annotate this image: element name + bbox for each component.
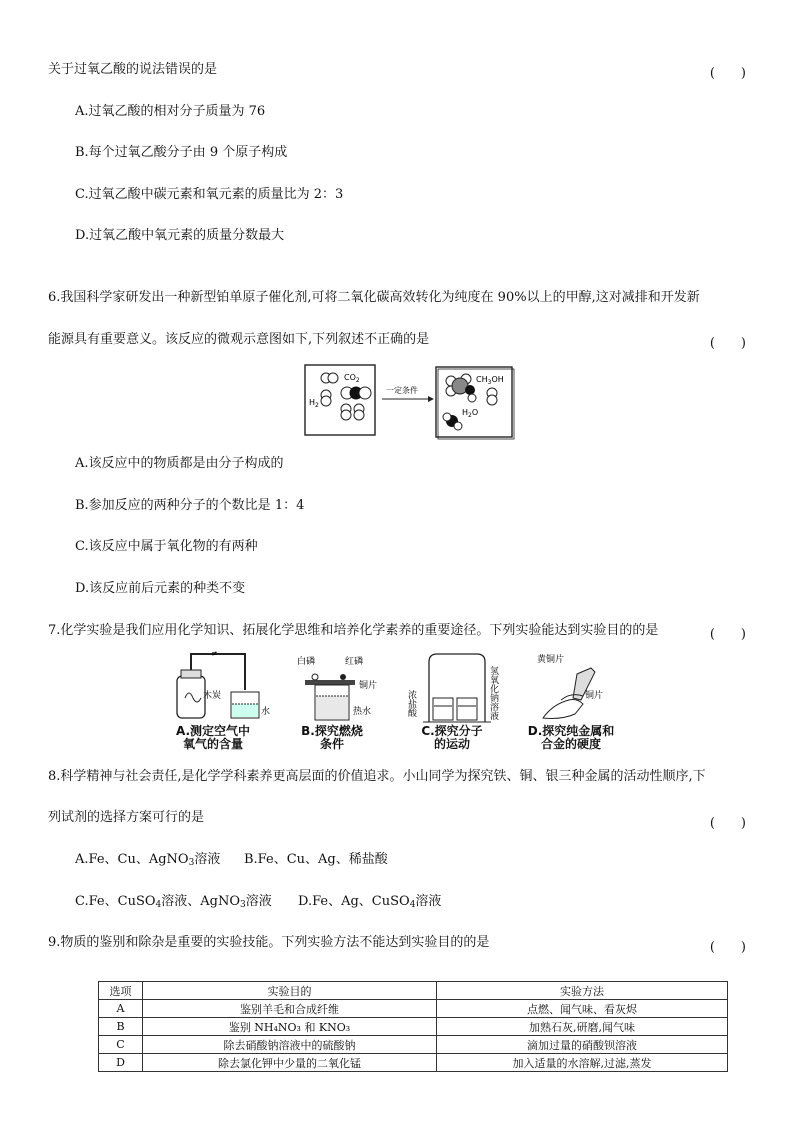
- q9-row-c-purpose: 除去硝酸钠溶液中的硫酸钠: [143, 1036, 437, 1054]
- q6-h2-sub: 2: [315, 402, 319, 409]
- q7-caption-b-line1: B.探究燃烧: [301, 724, 363, 738]
- q9-row-d-purpose: 除去氯化钾中少量的二氧化锰: [143, 1054, 437, 1072]
- q5-option-b: B.每个过氧乙酸分子由 9 个原子构成: [75, 145, 288, 160]
- q9-table-header-row: [99, 982, 728, 1000]
- q7-label-conc-hcl: 浓盐酸: [406, 690, 416, 717]
- q5-answer-paren: ( ): [709, 66, 746, 81]
- q6-answer-paren: ( ): [709, 336, 746, 351]
- q9-header-purpose: 实验目的: [143, 982, 437, 1000]
- q7-caption-d-line1: D.探究纯金属和: [527, 724, 615, 738]
- q7-apparatus-d: [537, 653, 603, 719]
- table-row: [99, 1054, 728, 1072]
- q9-row-a-method: 点燃、闻气味、看灰烬: [437, 1000, 728, 1018]
- q7-stem: 7.化学实验是我们应用化学知识、拓展化学思维和培养化学素养的重要途径。下列实验能达到实验目的的是: [48, 623, 659, 638]
- q9-row-d-option: D: [99, 1054, 143, 1072]
- q8-option-a-sub: 3: [188, 858, 195, 868]
- q8-option-b: B.Fe、Cu、Ag、稀盐酸: [244, 852, 388, 867]
- q6-stem-line2: 能源具有重要意义。该反应的微观示意图如下,下列叙述不正确的是: [48, 332, 430, 347]
- q7-label-copper-plate: 铜片: [359, 681, 378, 691]
- q6-option-c: C.该反应中属于氧化物的有两种: [75, 539, 258, 554]
- q7-caption-d: [516, 725, 626, 751]
- q7-apparatus-b: [297, 655, 377, 720]
- q6-co2-text: CO: [344, 373, 356, 382]
- table-row: [99, 1036, 728, 1054]
- q8-option-c-sub1: 4: [155, 900, 162, 910]
- q8-stem-line2: 列试剂的选择方案可行的是: [48, 810, 205, 825]
- q8-option-c-sub2: 3: [240, 900, 246, 910]
- q7-caption-a: [168, 725, 258, 751]
- q7-label-water: 水: [261, 707, 271, 717]
- q9-header-option: 选项: [99, 982, 143, 1000]
- q6-arrow-label: 一定条件: [386, 386, 418, 395]
- q8-option-c-text1: C.Fe、CuSO: [75, 894, 156, 909]
- q6-reaction-diagram: [304, 363, 519, 440]
- q6-option-a: A.该反应中的物质都是由分子构成的: [75, 456, 284, 471]
- q6-ch3oh-text1: CH: [476, 375, 488, 384]
- q7-apparatus-c: [406, 654, 499, 722]
- q7-label-red-phosphorus: 红磷: [345, 657, 364, 667]
- q7-label-white-phosphorus: 白磷: [297, 657, 316, 667]
- q7-apparatus-a: [177, 649, 270, 718]
- q8-option-a-text: A.Fe、Cu、AgNO: [75, 852, 189, 867]
- q7-label-naoh-solution: 氢氧化钠溶液: [488, 666, 498, 720]
- q9-row-a-purpose: 鉴别羊毛和合成纤维: [143, 1000, 437, 1018]
- q9-row-b-option: B: [99, 1018, 143, 1036]
- q9-table: [98, 981, 728, 1072]
- q7-caption-c: [412, 725, 492, 751]
- q9-row-a-option: A: [99, 1000, 143, 1018]
- q8-option-a-tail: 溶液: [194, 852, 221, 867]
- q7-label-copper-plate-d: 铜片: [585, 691, 604, 701]
- q6-ch3oh-sub: 3: [487, 379, 492, 386]
- q5-option-c: C.过氧乙酸中碳元素和氧元素的质量比为 2：3: [75, 187, 344, 202]
- q8-option-a: [75, 852, 220, 871]
- q9-row-c-option: C: [99, 1036, 143, 1054]
- q8-option-d-text1: D.Fe、Ag、CuSO: [298, 894, 410, 909]
- q7-caption-c-line2: 的运动: [433, 737, 470, 751]
- q6-h2-text: H: [309, 398, 316, 407]
- q9-row-b-purpose: 鉴别 NH₄NO₃ 和 KNO₃: [143, 1018, 437, 1036]
- q6-h2o-text1: H: [462, 408, 469, 417]
- q8-option-c-text3: 溶液: [245, 894, 272, 909]
- q7-answer-paren: ( ): [709, 627, 746, 642]
- table-row: [99, 1000, 728, 1018]
- q9-header-method: 实验方法: [437, 982, 728, 1000]
- q8-option-c-text2: 溶液、AgNO: [161, 894, 240, 909]
- q8-option-c: [75, 894, 272, 913]
- q8-option-d-text2: 溶液: [415, 894, 442, 909]
- q6-h2o-text2: O: [471, 408, 479, 417]
- q6-option-b: B.参加反应的两种分子的个数比是 1：4: [75, 498, 305, 513]
- q8-answer-paren: ( ): [709, 816, 746, 831]
- q7-caption-b-line2: 条件: [319, 737, 344, 751]
- q9-row-d-method: 加入适量的水溶解,过滤,蒸发: [437, 1054, 728, 1072]
- q6-option-d: D.该反应前后元素的种类不变: [75, 581, 246, 596]
- table-row: [99, 1018, 728, 1036]
- q8-option-d-sub: 4: [409, 900, 416, 910]
- q7-label-hot-water: 热水: [353, 707, 372, 717]
- q5-stem: 关于过氧乙酸的说法错误的是: [48, 62, 218, 77]
- q7-caption-a-line2: 氧气的含量: [182, 737, 243, 751]
- svg-text:≠: ≠: [211, 649, 218, 658]
- q9-row-c-method: 滴加过量的硝酸钡溶液: [437, 1036, 728, 1054]
- q6-stem-line1: 6.我国科学家研发出一种新型铂单原子催化剂,可将二氧化碳高效转化为纯度在 90%以上的甲醇,这对减排和开发新: [48, 290, 700, 305]
- q8-stem-line1: 8.科学精神与社会责任,是化学学科素养更高层面的价值追求。小山同学为探究铁、铜、银三种金属的活动性顺序,下: [48, 769, 706, 784]
- q9-stem: 9.物质的鉴别和除杂是重要的实验技能。下列实验方法不能达到实验目的的是: [48, 935, 490, 950]
- q7-caption-c-line1: C.探究分子: [421, 724, 483, 738]
- q5-option-d: D.过氧乙酸中氧元素的质量分数最大: [75, 228, 285, 243]
- q6-co2-sub: 2: [355, 377, 360, 384]
- q7-label-brass-plate: 黄铜片: [537, 655, 565, 665]
- q7-caption-d-line2: 合金的硬度: [540, 737, 601, 751]
- q6-ch3oh-text2: OH: [491, 375, 504, 384]
- q7-label-charcoal: 木炭: [203, 691, 222, 701]
- q9-answer-paren: ( ): [709, 940, 746, 955]
- q7-caption-a-line1: A.测定空气中: [175, 724, 251, 738]
- q6-h2o-sub: 2: [468, 412, 472, 419]
- q7-experiments-figure: [165, 648, 645, 724]
- q8-option-d: [298, 894, 441, 913]
- q7-caption-b: [292, 725, 372, 751]
- q5-option-a: A.过氧乙酸的相对分子质量为 76: [75, 104, 266, 119]
- q9-row-b-method: 加熟石灰,研磨,闻气味: [437, 1018, 728, 1036]
